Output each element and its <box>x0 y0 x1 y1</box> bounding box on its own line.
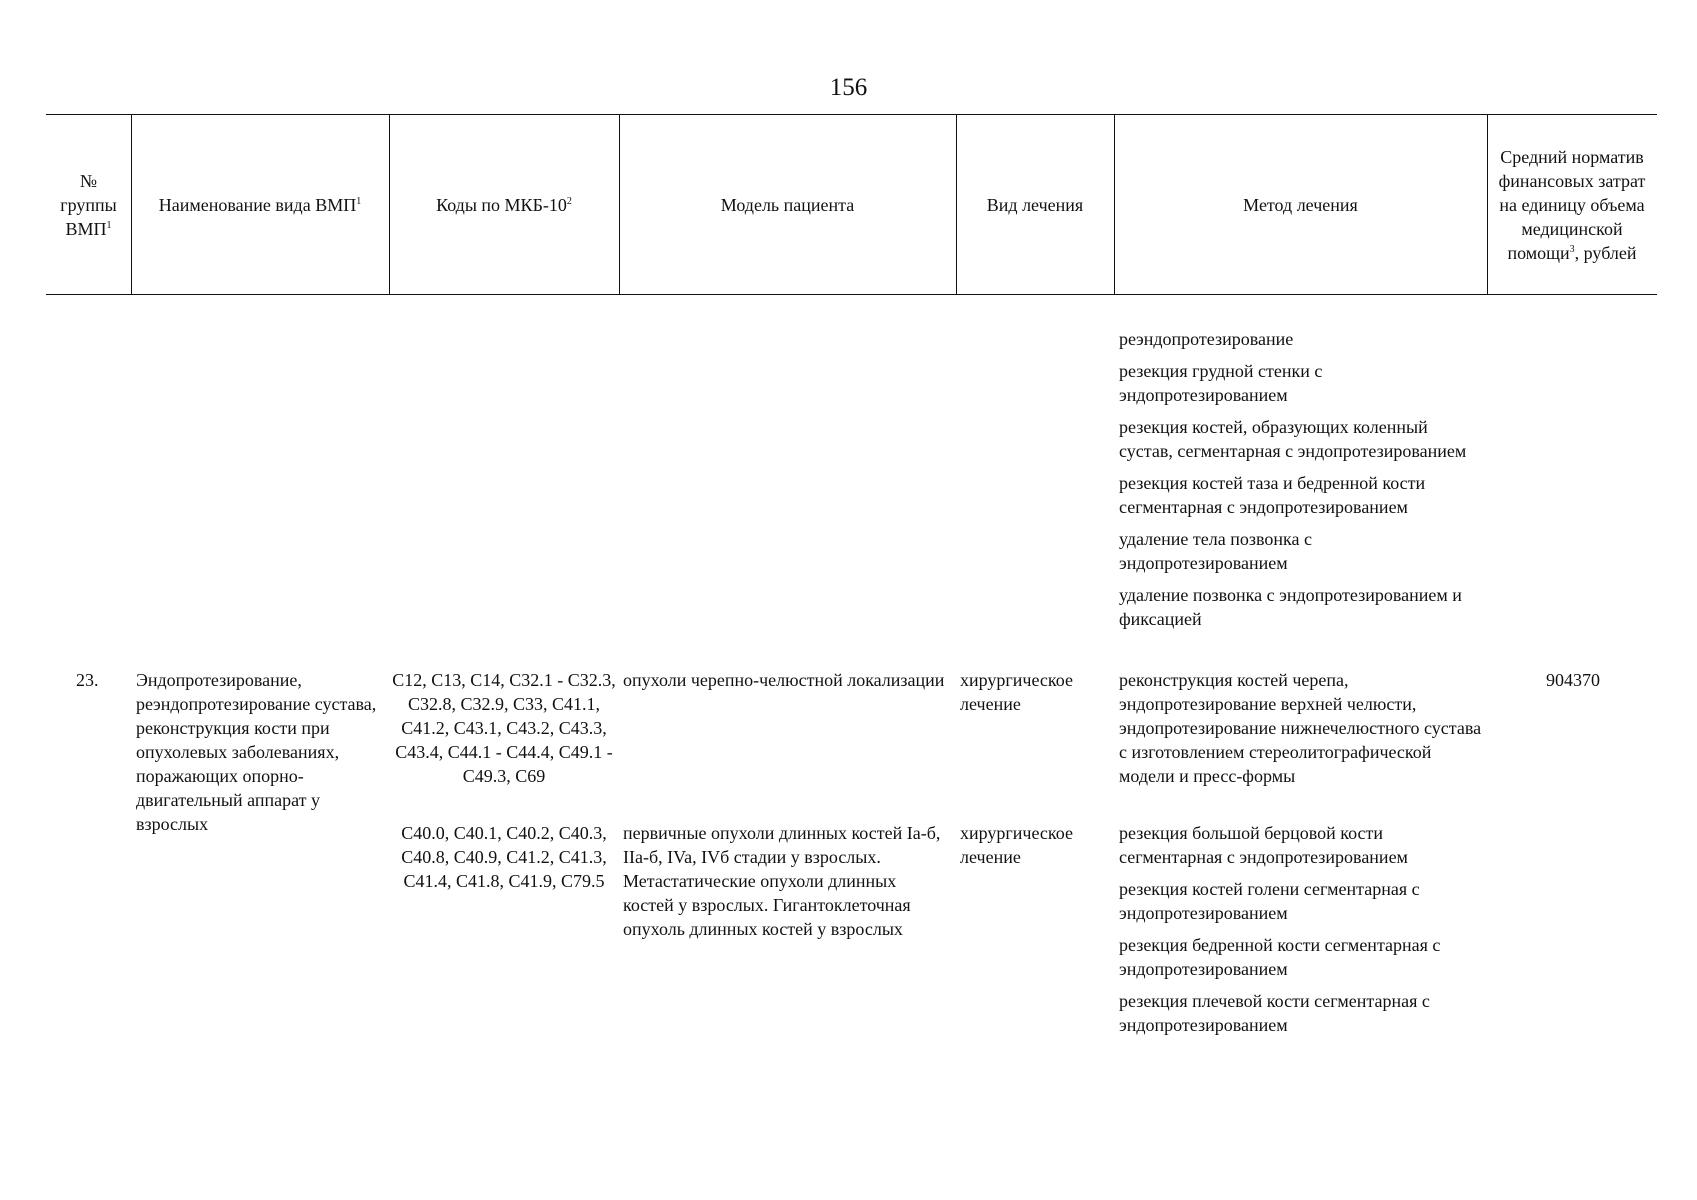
treatment-type-2: хирургическое лечение <box>960 823 1073 867</box>
table-header-bottom-rule <box>46 294 1657 295</box>
list-item: резекция большой берцовой кости сегментарная с эндопротезированием <box>1119 823 1408 867</box>
icd-codes-2: C40.0, C40.1, C40.2, C40.3, C40.8, C40.9, C41.2, C41.3, C41.4, C41.8, C41.9, C79.5 <box>401 823 607 891</box>
page-number: 156 <box>829 74 868 101</box>
treatment-type-1: хирургическое лечение <box>960 670 1073 714</box>
icd-codes-1: C12, C13, C14, C32.1 - C32.3, C32.8, C32.9, C33, C41.1, C41.2, C43.1, C43.2, C43.3, C43.4, C44.1 - C44.4, C49.1 - C49.3, C69 <box>392 670 616 786</box>
header-treatment-method: Метод лечения <box>1243 194 1358 215</box>
cost-value: 904370 <box>1546 670 1600 690</box>
header-patient-model: Модель пациента <box>720 194 855 215</box>
list-item: резекция бедренной кости сегментарная с эндопротезированием <box>1119 935 1441 979</box>
treatment-method-1: реконструкция костей черепа, эндопротезирование верхней челюсти, эндопротезирование нижнечелюстного сустава с изготовлением стереолитографической модели и пресс-формы <box>1119 670 1482 786</box>
list-item: реэндопротезирование <box>1119 329 1294 349</box>
list-item: резекция костей таза и бедренной кости сегментарная с эндопротезированием <box>1119 473 1426 517</box>
list-item: резекция костей, образующих коленный сустав, сегментарная с эндопротезированием <box>1119 417 1467 461</box>
header-group-number: № группы ВМП$^1$ <box>60 170 117 239</box>
list-item: резекция костей голени сегментарная с эндопротезированием <box>1119 879 1420 923</box>
header-icd-codes: Коды по МКБ-$10^2$ <box>436 194 572 215</box>
treatment-methods-2 <box>1119 821 1484 1045</box>
header-treatment-type: Вид лечения <box>986 194 1084 215</box>
row-number: 23. <box>76 670 99 690</box>
list-item: удаление тела позвонка с эндопротезированием <box>1119 529 1312 573</box>
list-item: резекция грудной стенки с эндопротезированием <box>1119 361 1323 405</box>
header-cost-norm: Средний норматив финансовых затрат на единицу объема медицинской помощи$^3$, рублей <box>1498 146 1646 263</box>
continued-methods-list <box>1119 327 1484 639</box>
patient-model-2: первичные опухоли длинных костей Ia-б, IIa-б, IVa, IVб стадии у взрослых. Метастатические опухоли длинных костей у взрослых. Гигантоклеточная опухоль длинных костей у взрослых <box>623 823 941 939</box>
list-item: резекция плечевой кости сегментарная с эндопротезированием <box>1119 991 1430 1035</box>
patient-model-1: опухоли черепно-челюстной локализации <box>623 670 945 690</box>
list-item: удаление позвонка с эндопротезированием и фиксацией <box>1119 585 1462 629</box>
header-vmp-name: Наименование вида ВМП$^1$ <box>158 194 362 215</box>
vmp-name: Эндопротезирование, реэндопротезирование сустава, реконструкция кости при опухолевых заболеваниях, поражающих опорно-двигательный аппарат у взрослых <box>136 670 377 834</box>
